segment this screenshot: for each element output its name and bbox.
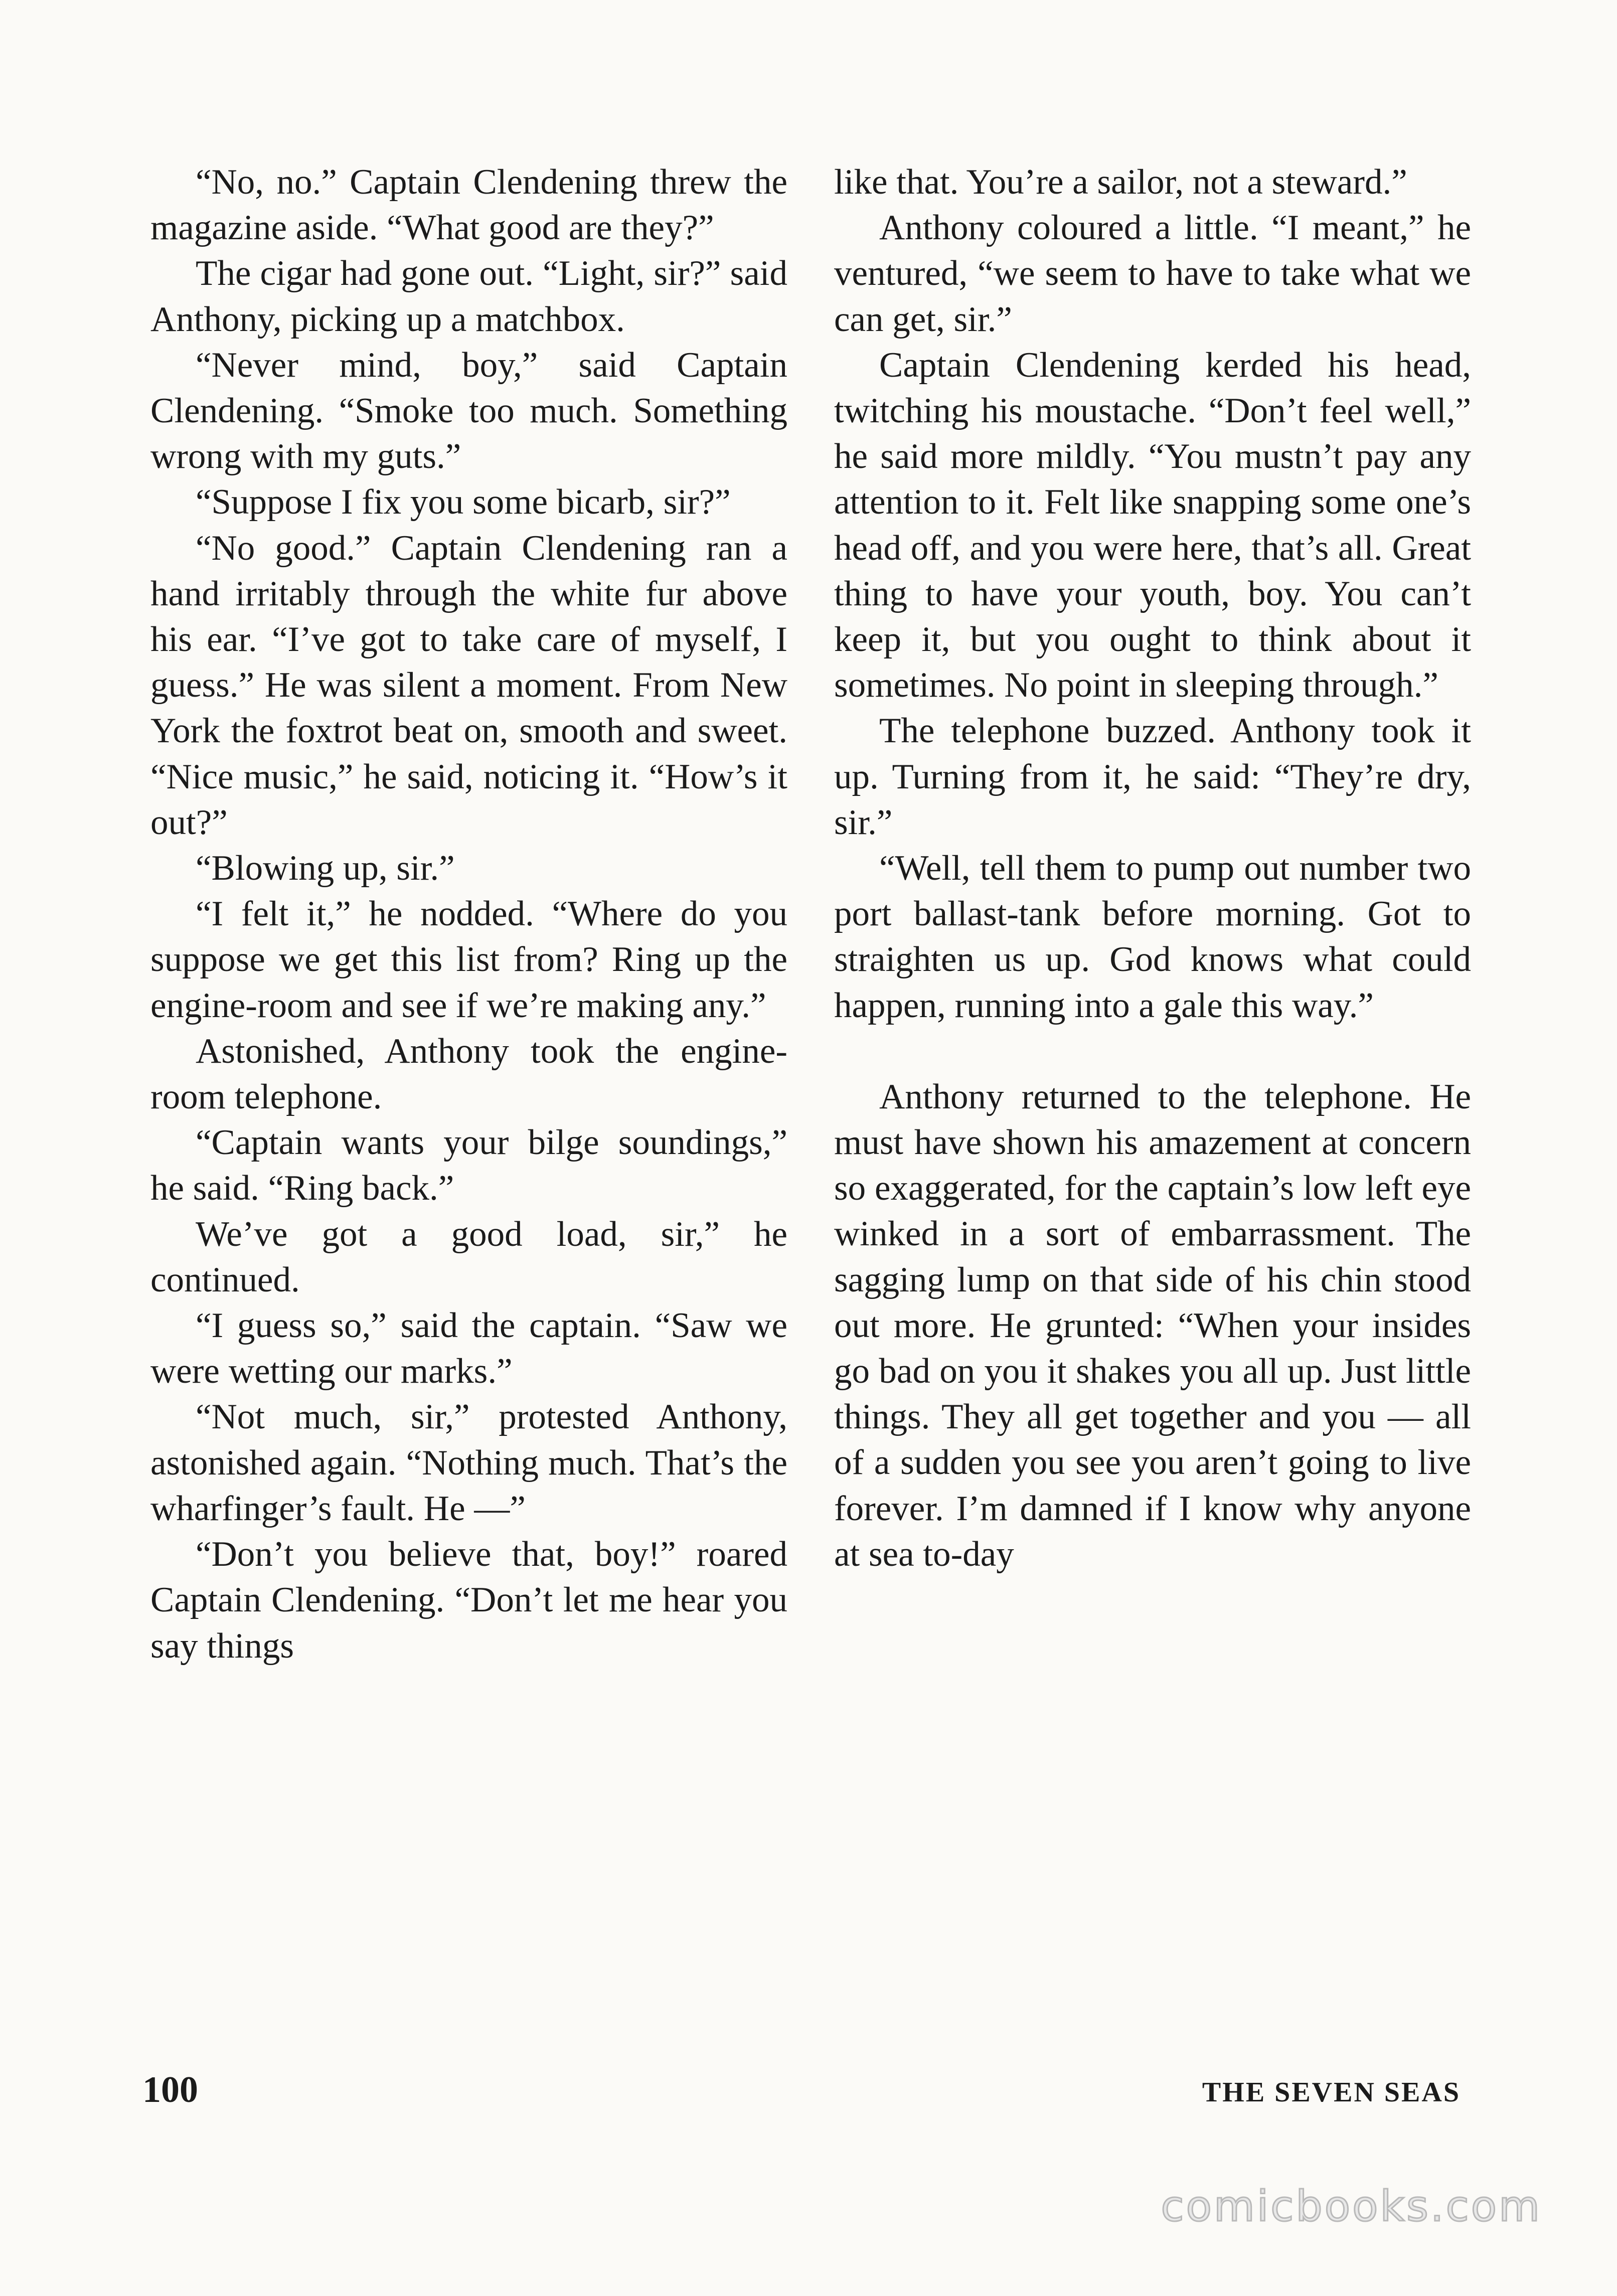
paragraph: Astonished, Anthony took the engine-room telephone. bbox=[150, 1031, 787, 1117]
paragraph: “Don’t you believe that, boy!” roared Captain Clendening. “Don’t let me hear you say things bbox=[150, 1535, 787, 1666]
paragraph: “Blowing up, sir.” bbox=[196, 849, 455, 888]
paragraph: The cigar had gone out. “Light, sir?” said Anthony, picking up a matchbox. bbox=[150, 254, 787, 339]
page-number: 100 bbox=[142, 2069, 198, 2110]
paragraph: “Not much, sir,” protested Anthony, astonished again. “Nothing much. That’s the wharfinger’s fault. He —” bbox=[150, 1397, 787, 1528]
paragraph: “Never mind, boy,” said Captain Clendening. “Smoke too much. Something wrong with my guts.” bbox=[150, 345, 787, 476]
paragraph: “I guess so,” said the captain. “Saw we were wetting our marks.” bbox=[150, 1306, 787, 1391]
paragraph: Captain Clendening kerded his head, twitching his moustache. “Don’t feel well,” he said more mildly. “You mustn’t pay any attention to it. Felt like snapping some one’s head off, and you were here, that’s all. Great thing to have your youth, boy. You can’t keep it, but you ought to think about it sometimes. No point in sleeping through.” bbox=[834, 345, 1471, 705]
paragraph: The telephone buzzed. Anthony took it up. Turning from it, he said: “They’re dry, sir.” bbox=[834, 711, 1471, 842]
paragraph: “No, no.” Captain Clendening threw the magazine aside. “What good are they?” bbox=[150, 162, 787, 248]
running-footer: THE SEVEN SEAS bbox=[1202, 2077, 1461, 2108]
paragraph: “Suppose I fix you some bicarb, sir?” bbox=[196, 482, 731, 522]
paragraph: “No good.” Captain Clendening ran a hand irritably through the white fur above his ear. “I’ve got to take care of myself, I guess.” He was silent a moment. From New York the foxtrot beat on, smooth and sweet. “Nice music,” he said, noticing it. “How’s it out?” bbox=[150, 528, 787, 842]
paragraph: Anthony returned to the telephone. He must have shown his amazement at concern so exaggerated, for the captain’s low left eye winked in a sort of embarrassment. The sagging lump on that side of his chin stood out more. He grunted: “When your insides go bad on you it shakes you all up. Just little things. They all get together and you — all of a sudden you see you aren’t going to live forever. I’m damned if I know why anyone at sea to-day bbox=[834, 1077, 1471, 1574]
paragraph: We’ve got a good load, sir,” he continued. bbox=[150, 1214, 787, 1299]
paragraph: “Well, tell them to pump out number two port ballast-tank before morning. Got to straighten us up. God knows what could happen, running into a gale this way.” bbox=[834, 849, 1471, 1025]
right-text-column bbox=[834, 159, 1471, 1577]
paragraph: Anthony coloured a little. “I meant,” he ventured, “we seem to have to take what we can get, sir.” bbox=[834, 208, 1471, 339]
left-text-column bbox=[150, 159, 787, 1669]
paragraph: “I felt it,” he nodded. “Where do you suppose we get this list from? Ring up the engine-room and see if we’re making any.” bbox=[150, 894, 787, 1025]
paragraph-continuation: like that. You’re a sailor, not a steward.” bbox=[834, 162, 1407, 202]
paragraph: “Captain wants your bilge soundings,” he said. “Ring back.” bbox=[150, 1123, 787, 1208]
watermark: comicbooks.com bbox=[1161, 2182, 1542, 2231]
